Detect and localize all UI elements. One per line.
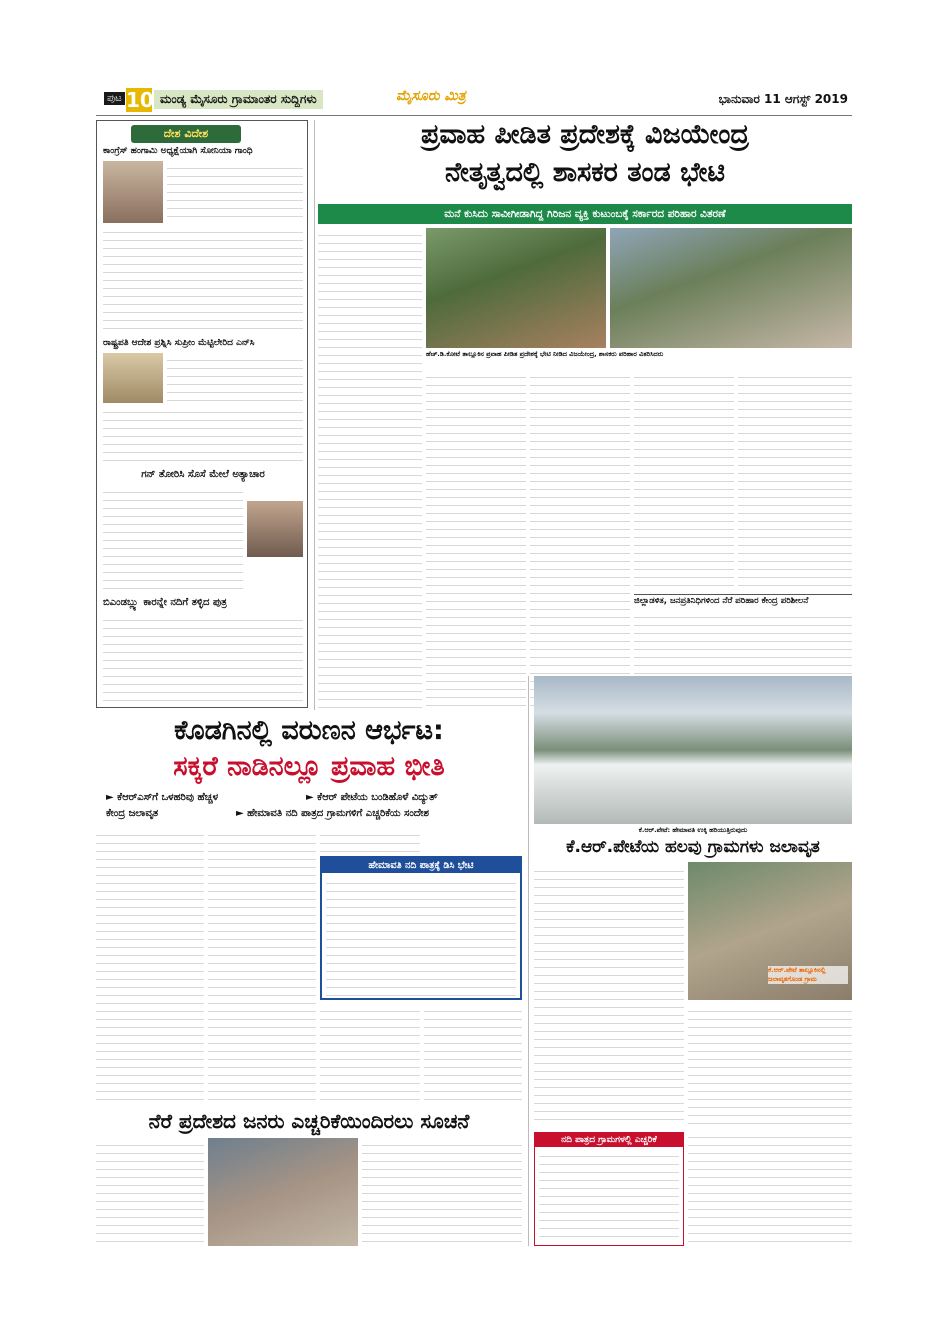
paper-name: ಮೈಸೂರು ಮಿತ್ರ — [396, 88, 466, 104]
kodagu-headline-line1: ಕೊಡಗಿನಲ್ಲಿ ವರುಣನ ಆರ್ಭಟ: — [174, 715, 444, 746]
meeting-photo — [208, 1138, 358, 1246]
flood-caption: ಕೆ.ಆರ್.ಪೇಟೆ: ಹೇಮಾವತಿ ಉಕ್ಕಿ ಹರಿಯುತ್ತಿರುವುದು — [638, 826, 748, 834]
section-tag: ದೇಶ ವಿದೇಶ — [131, 125, 241, 143]
story-text — [103, 225, 303, 335]
photo-caption: ಹೆಚ್.ಡಿ.ಕೋಟೆ ತಾಲ್ಲೂಕಿನ ಪ್ರವಾಹ ಪೀಡಿತ ಪ್ರದೇಶಕ್ಕೆ ಭೇಟಿ ನೀಡಿದ ವಿಜಯೇಂದ್ರ, ಶಾಸಕರು ಪರಿಹಾರ ವಿತರಿಸಿದರು — [426, 350, 664, 358]
flood-photo — [534, 676, 852, 824]
story-text — [362, 1138, 522, 1246]
person-photo — [247, 501, 303, 557]
main-headline-line2: ನೇತೃತ್ವದಲ್ಲಿ ಶಾಸಕರ ತಂಡ ಭೇಟಿ — [444, 157, 726, 188]
story-text — [96, 828, 204, 1106]
story-headline: ಕಾಂಗ್ರೆಸ್ ಹಂಗಾಮಿ ಅಧ್ಯಕ್ಷೆಯಾಗಿ ಸೋನಿಯಾ ಗಾಂಧಿ — [103, 146, 253, 156]
subhead-band: ಮನೆ ಕುಸಿದು ಸಾವೀಗೀಡಾಗಿದ್ದ ಗಿರಿಜನ ವ್ಯಕ್ತಿ ಕುಟುಂಬಕ್ಕೆ ಸರ್ಕಾರದ ಪರಿಹಾರ ವಿತರಣೆ — [318, 204, 852, 224]
column-divider — [528, 676, 529, 1246]
box-headline: ನದಿ ಪಾತ್ರದ ಗ್ರಾಮಗಳಲ್ಲಿ ಎಚ್ಚರಿಕೆ — [535, 1133, 683, 1147]
story-text — [167, 353, 303, 403]
story-text — [634, 370, 734, 590]
bottom-headline: ನೆರೆ ಪ್ರದೇಶದ ಜನರು ಎಚ್ಚರಿಕೆಯಿಂದಿರಲು ಸೂಚನೆ — [148, 1109, 470, 1133]
issue-date: ಭಾನುವಾರ 11 ಆಗಸ್ಟ್ 2019 — [718, 92, 848, 106]
delegation-photo-2 — [610, 228, 852, 348]
kodagu-bullet: ► ಕೆಆರ್‌ಎಸ್‌ಗೆ ಒಳಹರಿವು ಹೆಚ್ಚಳ — [106, 792, 219, 803]
story-text — [688, 1130, 852, 1246]
box-headline: ಹೇಮಾವತಿ ನದಿ ಪಾತ್ರಕ್ಕೆ ಡಿಸಿ ಭೇಟಿ — [322, 858, 520, 873]
section-title: ಮಂಡ್ಯ ಮೈಸೂರು ಗ್ರಾಮಾಂತರ ಸುದ್ದಿಗಳು — [154, 90, 323, 109]
story-text — [167, 161, 303, 223]
krpete-headline: ಕೆ.ಆರ್.ಪೇಟೆಯ ಹಲವು ಗ್ರಾಮಗಳು ಜಲಾವೃತ — [566, 837, 820, 857]
left-column — [96, 120, 308, 708]
story-text — [426, 370, 526, 708]
main-headline-line1: ಪ್ರವಾಹ ಪೀಡಿತ ಪ್ರದೇಶಕ್ಕೆ ವಿಜಯೇಂದ್ರ — [421, 119, 749, 150]
story-text — [318, 228, 422, 708]
story-headline: ಬಿಎಂಡಬ್ಲ್ಯು ಕಾರನ್ನೇ ನದಿಗೆ ತಳ್ಳಿದ ಪುತ್ರ — [103, 597, 227, 608]
story-text — [320, 1004, 420, 1106]
kodagu-bullet-text: ಹೇಮಾವತಿ ನದಿ ಪಾತ್ರದ ಗ್ರಾಮಗಳಿಗೆ ಎಚ್ಚರಿಕೆಯ ಸಂದೇಶ — [247, 808, 430, 819]
story-text — [424, 1004, 522, 1106]
delegation-photo-1 — [426, 228, 606, 348]
kodagu-bullet-text: ಕೆಆರ್‌ಎಸ್‌ಗೆ ಒಳಹರಿವು ಹೆಚ್ಚಳ — [117, 792, 219, 803]
story-headline: ರಾಷ್ಟ್ರಪತಿ ಆದೇಶ ಪ್ರಶ್ನಿಸಿ ಸುಪ್ರೀಂ ಮೆಟ್ಟಿಲೇರಿದ ಎನ್‌ಸಿ — [103, 338, 255, 348]
story-text — [208, 828, 316, 1106]
kodagu-bullet: ► ಹೇಮಾವತಿ ನದಿ ಪಾತ್ರದ ಗ್ರಾಮಗಳಿಗೆ ಎಚ್ಚರಿಕೆಯ ಸಂದೇಶ — [236, 808, 430, 819]
story-text — [539, 1149, 679, 1243]
page-number: 10 — [126, 88, 154, 112]
court-photo — [103, 353, 163, 403]
story-text — [326, 876, 516, 996]
kodagu-headline-line2: ಸಕ್ಕರೆ ನಾಡಿನಲ್ಲೂ ಪ್ರವಾಹ ಭೀತಿ — [173, 751, 445, 782]
kodagu-bullet-text: ಕೇಂದ್ರ ಜಲಾವೃತ — [106, 808, 159, 819]
kodagu-bullet: ► ಕೆಆರ್ ಪೇಟೆಯ ಬಂಡಿಹೊಳೆ ವಿದ್ಯುತ್ — [306, 792, 438, 803]
column-divider — [314, 120, 315, 710]
side-headline: ಜಿಲ್ಲಾಡಳಿತ, ಜನಪ್ರತಿನಿಧಿಗಳಿಂದ ನೆರೆ ಪರಿಹಾರ ಕೇಂದ್ರ ಪರಿಶೀಲನೆ — [634, 594, 852, 606]
story-text — [103, 405, 303, 465]
portrait-photo — [103, 161, 163, 223]
story-text — [534, 864, 684, 1126]
newspaper-page — [96, 86, 852, 1246]
story-headline: ಗನ್ ತೋರಿಸಿ ಸೊಸೆ ಮೇಲೆ ಅತ್ಯಾಚಾರ — [141, 469, 265, 480]
story-text — [103, 485, 243, 593]
alert-box — [534, 1132, 684, 1246]
story-text — [738, 370, 852, 590]
krpete-photo-caption: ಕೆ.ಆರ್.ಪೇಟೆ ತಾಲ್ಲೂಕಿನಲ್ಲಿ ಜಲಾವೃತಗೊಂಡ ಗ್ರಾಮ — [768, 966, 848, 984]
kodagu-bullet-text: ಕೆಆರ್ ಪೇಟೆಯ ಬಂಡಿಹೊಳೆ ವಿದ್ಯುತ್ — [317, 792, 438, 803]
page-prefix: ಪುಟ — [104, 92, 125, 105]
story-text — [103, 613, 303, 703]
story-text — [96, 1138, 204, 1246]
story-text — [320, 828, 420, 856]
dc-visit-box — [320, 856, 522, 1000]
page-header — [96, 86, 852, 116]
story-text — [688, 1004, 852, 1126]
story-text — [530, 370, 630, 708]
